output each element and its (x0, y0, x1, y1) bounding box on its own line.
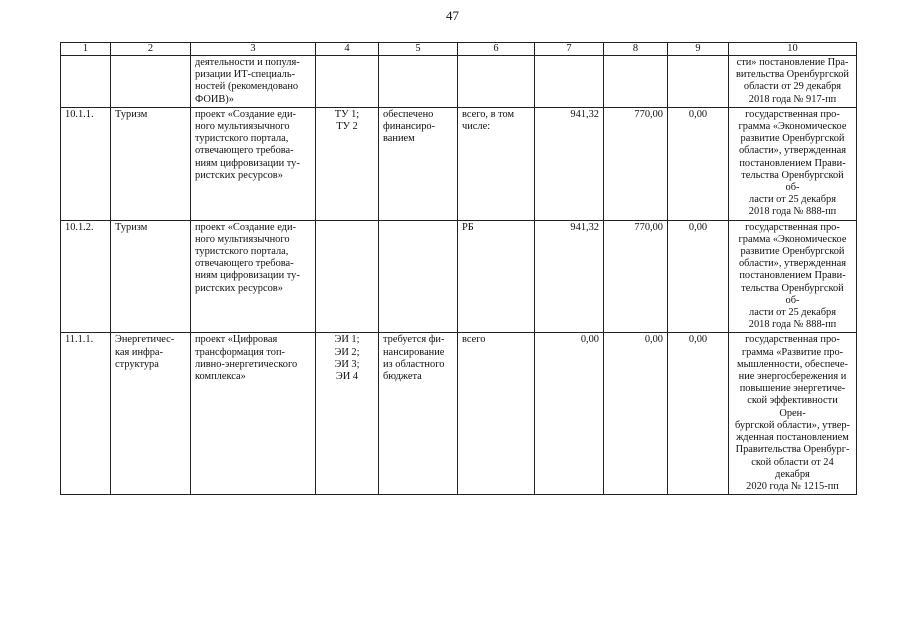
cell-value-9: 0,00 (668, 333, 729, 495)
header-row (61, 43, 857, 56)
header-col-5: 5 (379, 43, 458, 56)
cell-source: всего (458, 333, 535, 495)
cell-number: 10.1.2. (61, 220, 111, 333)
cell-program: сти» постановление Пра- вительства Оренбургской области от 29 декабря 2018 года № 917-пп (729, 56, 857, 108)
cell-value-7 (535, 56, 604, 108)
program-table (60, 42, 857, 495)
cell-value-8: 770,00 (604, 220, 668, 333)
cell-program: государственная про- грамма «Экономическое развитие Оренбургской области», утвержденная постановлением Прави- тельства Оренбургской об- ласти от 25 декабря 2018 года № 888-пп (729, 220, 857, 333)
header-col-10: 10 (729, 43, 857, 56)
cell-indicators (316, 220, 379, 333)
table-row (61, 56, 857, 108)
cell-project: проект «Создание еди- ного мультиязычного туристского портала, отвечающего требова- ниям цифровизации ту- ристских ресурсов» (191, 107, 316, 220)
header-col-1: 1 (61, 43, 111, 56)
table-row (61, 220, 857, 333)
cell-source: всего, в том числе: (458, 107, 535, 220)
cell-value-9: 0,00 (668, 107, 729, 220)
header-col-9: 9 (668, 43, 729, 56)
header-col-8: 8 (604, 43, 668, 56)
cell-funding-status: обеспечено финансиро- ванием (379, 107, 458, 220)
cell-indicators (316, 56, 379, 108)
cell-project: деятельности и популя- ризации ИТ-специаль- ностей (рекомендовано ФОИВ)» (191, 56, 316, 108)
cell-area (111, 56, 191, 108)
table-row (61, 333, 857, 495)
cell-funding-status: требуется фи- нансирование из областного бюджета (379, 333, 458, 495)
cell-area: Туризм (111, 220, 191, 333)
cell-area: Туризм (111, 107, 191, 220)
cell-area: Энергетичес- кая инфра- структура (111, 333, 191, 495)
cell-number: 11.1.1. (61, 333, 111, 495)
cell-project: проект «Цифровая трансформация топ- ливно-энергетического комплекса» (191, 333, 316, 495)
cell-funding-status (379, 56, 458, 108)
cell-value-8 (604, 56, 668, 108)
cell-funding-status (379, 220, 458, 333)
header-col-6: 6 (458, 43, 535, 56)
page-number: 47 (446, 8, 459, 23)
header-col-3: 3 (191, 43, 316, 56)
cell-program: государственная про- грамма «Развитие про- мышленности, обеспече- ние энергосбережения и повышение энергетиче- ской эффективности Орен- бургской области», утвер- жденная постановлением Правительства Оренбург- ской области от 24 декабря 2020 года № 1215-пп (729, 333, 857, 495)
cell-value-7: 941,32 (535, 107, 604, 220)
cell-indicators: ЭИ 1; ЭИ 2; ЭИ 3; ЭИ 4 (316, 333, 379, 495)
cell-source (458, 56, 535, 108)
cell-value-7: 941,32 (535, 220, 604, 333)
header-col-4: 4 (316, 43, 379, 56)
cell-indicators: ТУ 1; ТУ 2 (316, 107, 379, 220)
cell-project: проект «Создание еди- ного мультиязычного туристского портала, отвечающего требова- ниям цифровизации ту- ристских ресурсов» (191, 220, 316, 333)
header-col-7: 7 (535, 43, 604, 56)
cell-number: 10.1.1. (61, 107, 111, 220)
header-col-2: 2 (111, 43, 191, 56)
cell-value-8: 770,00 (604, 107, 668, 220)
cell-number (61, 56, 111, 108)
cell-value-7: 0,00 (535, 333, 604, 495)
table-row (61, 107, 857, 220)
cell-source: РБ (458, 220, 535, 333)
cell-value-9: 0,00 (668, 220, 729, 333)
cell-value-9 (668, 56, 729, 108)
cell-value-8: 0,00 (604, 333, 668, 495)
cell-program: государственная про- грамма «Экономическое развитие Оренбургской области», утвержденная постановлением Прави- тельства Оренбургской об- ласти от 25 декабря 2018 года № 888-пп (729, 107, 857, 220)
